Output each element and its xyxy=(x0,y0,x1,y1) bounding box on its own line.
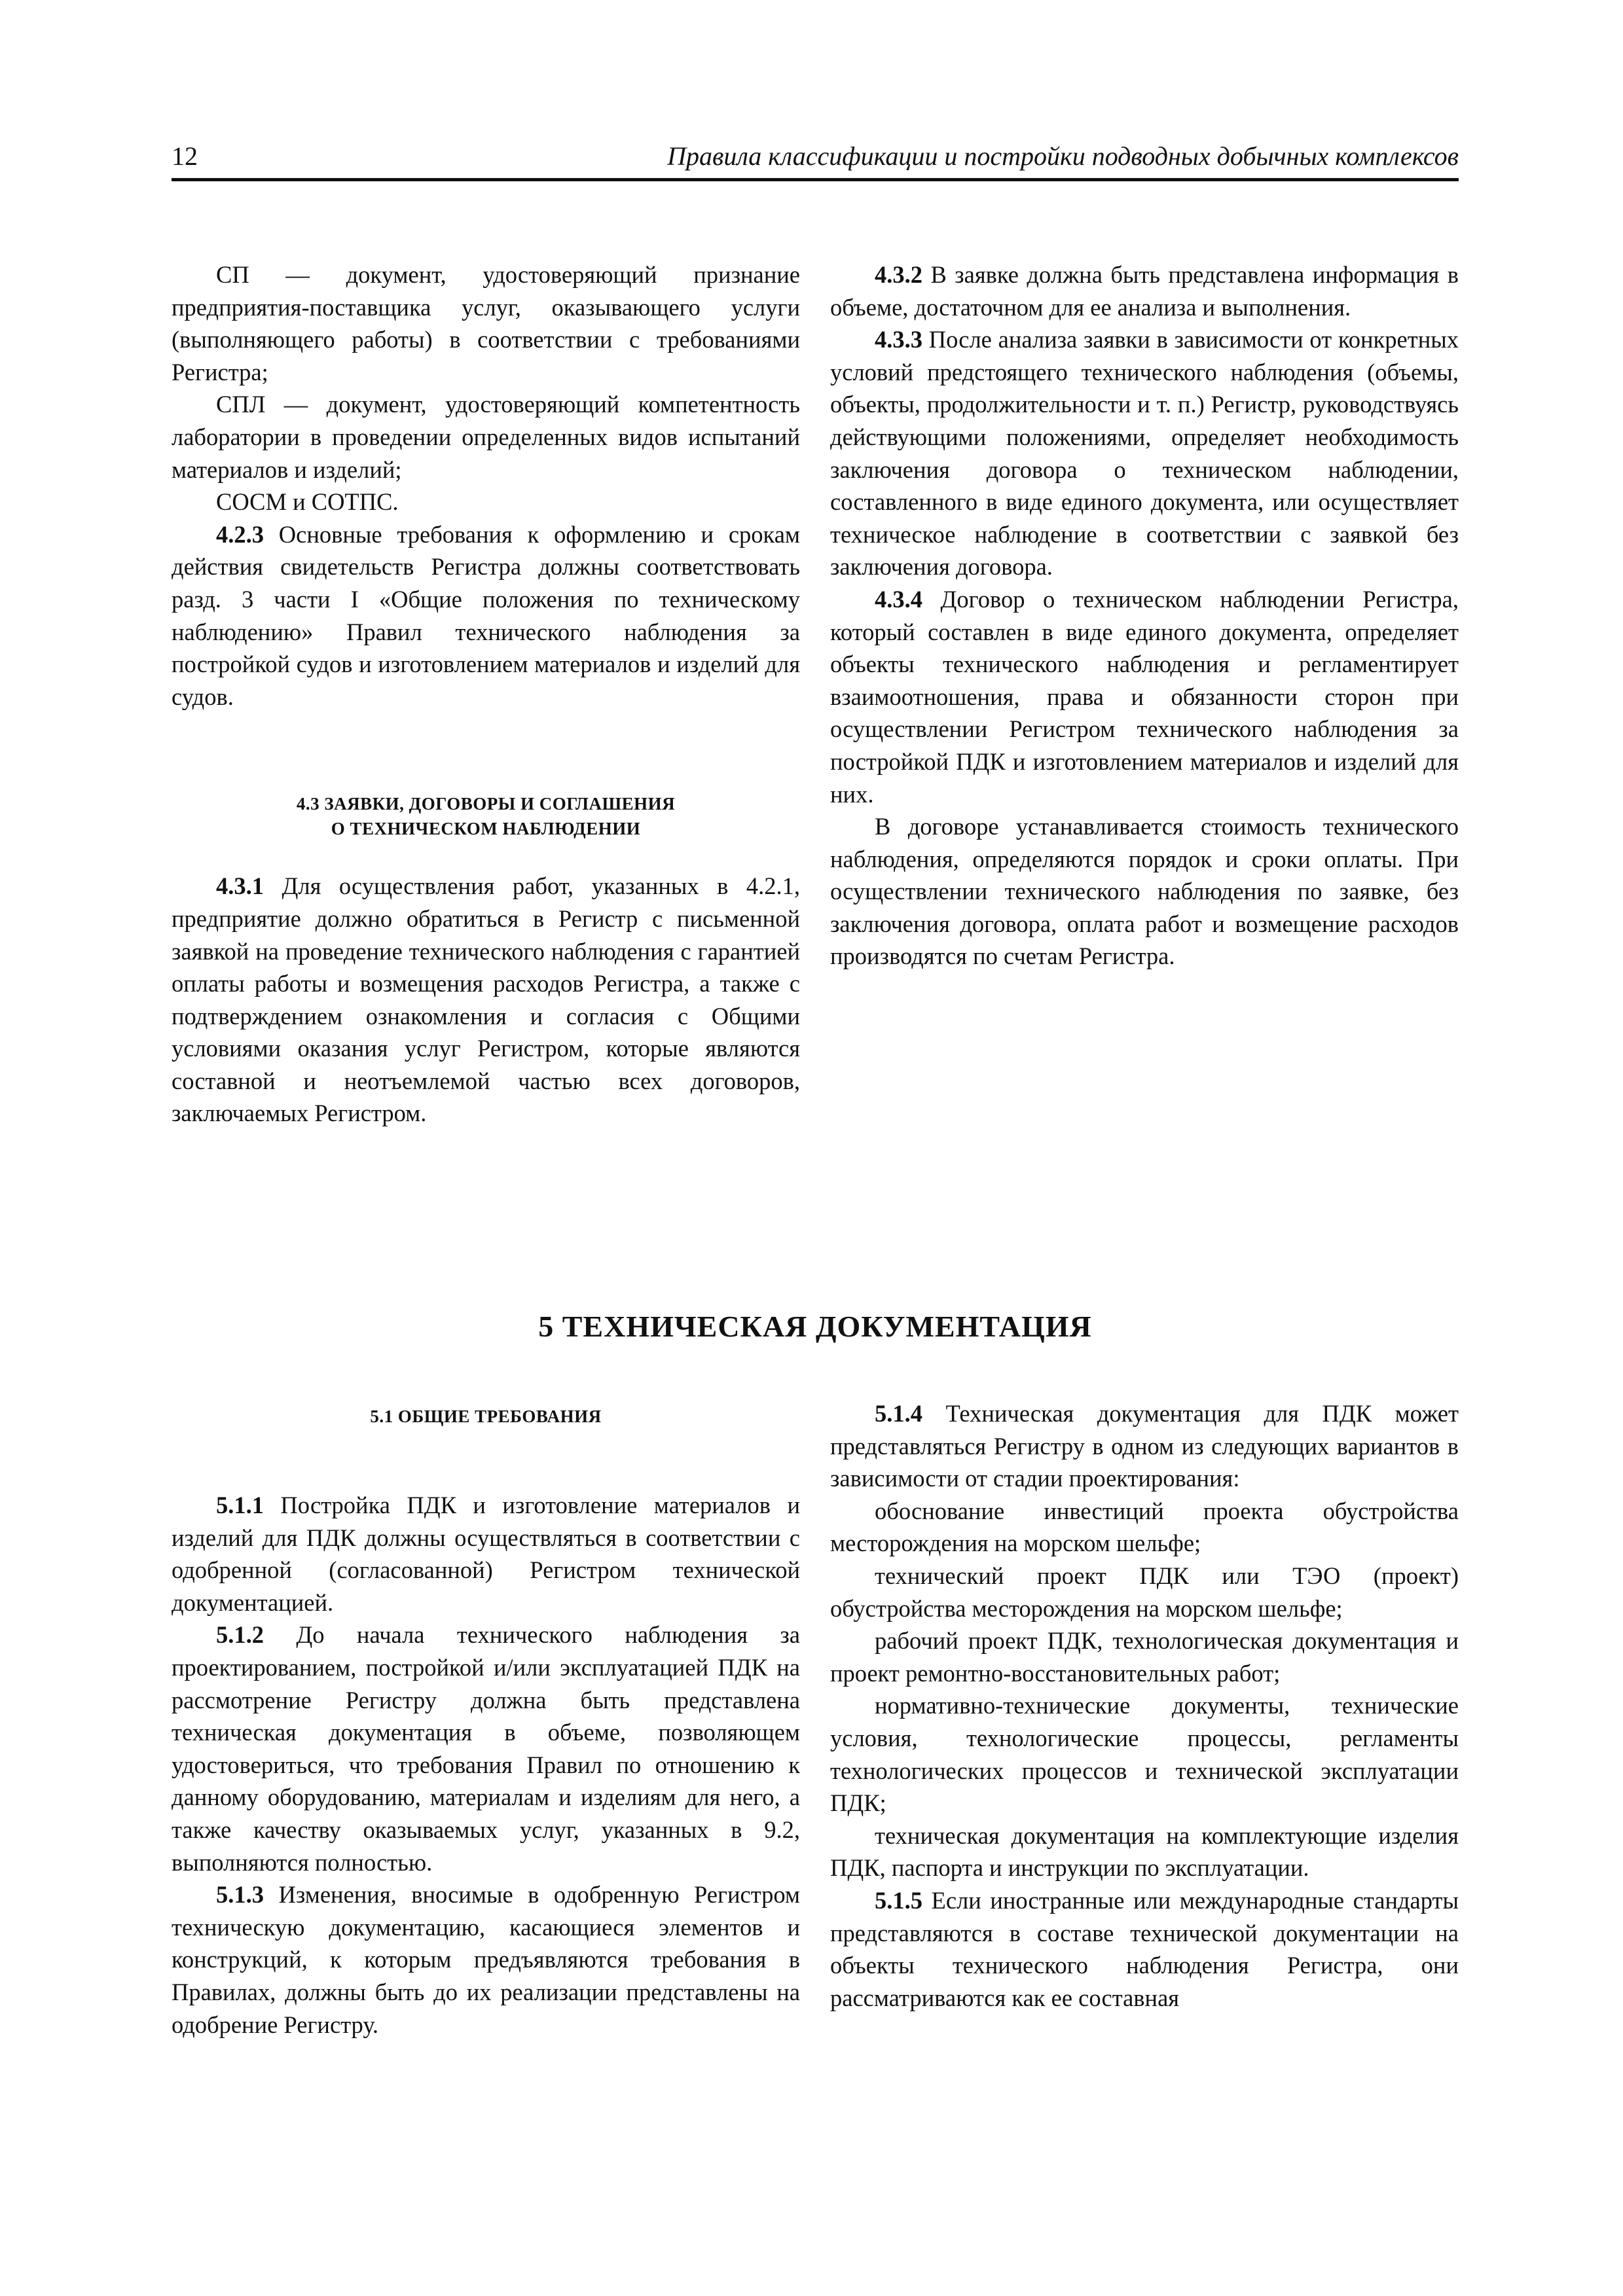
paragraph-4-2-3 xyxy=(172,518,800,713)
paragraph-5-1-4 xyxy=(830,1397,1459,1495)
paragraph-sosm: СОСМ и СОТПС. xyxy=(216,488,399,516)
list-item: технический проект ПДК или ТЭО (проект) обустройства месторождения на морском шельфе; xyxy=(830,1562,1459,1622)
clause-number: 4.3.1 xyxy=(216,872,264,900)
clause-number: 5.1.1 xyxy=(216,1492,264,1518)
clause-number: 4.3.3 xyxy=(875,326,922,353)
paragraph-sp: СП — документ, удостоверяющий признание предприятия-поставщика услуг, оказывающего услуги (выполняющего работы) в соответствии с требованиями Регистра; xyxy=(172,261,800,386)
paragraph-4-3-2 xyxy=(830,259,1459,323)
clause-text: Основные требования к оформлению и срокам действия свидетельств Регистра должны соответствовать разд. 3 части I «Общие положения по техническому наблюдению» Правил технического наблюдения за постройкой судов и изготовлением материалов и изделий для судов. xyxy=(172,520,800,710)
clause-text: Техническая документация для ПДК может представляться Регистру в одном из следующих вариантов в зависимости от стадии проектирования: xyxy=(830,1400,1459,1492)
clause-text: Для осуществления работ, указанных в 4.2.1, предприятие должно обратиться в Регистр с письменной заявкой на проведение технического наблюдения с гарантией оплаты работы и возмещения расходов Регистра, а также с подтверждением ознакомления и согласия с Общими условиями оказания услуг Регистром, которые являются составной и неотъемлемой частью всех договоров, заключаемых Регистром. xyxy=(172,872,800,1127)
paragraph-4-3-3 xyxy=(830,323,1459,583)
clause-text: Изменения, вносимые в одобренную Регистром техническую документацию, касающиеся элементов и конструкций, к которым предъявляются требования в Правилах, должны быть до их реализации представлены на одобрение Регистру. xyxy=(172,1881,800,2038)
paragraph-5-1-3 xyxy=(172,1878,800,2041)
running-title: Правила классификации и постройки подводных добычных комплексов xyxy=(667,141,1459,171)
right-column-top xyxy=(830,259,1459,973)
clause-text: Договор о техническом наблюдении Регистра, который составлен в виде единого документа, определяет объекты технического наблюдения и регламентирует взаимоотношения, права и обязанности сторон при осуществлении Регистром технического наблюдения за постройкой ПДК и изготовлением материалов и изделий для них. xyxy=(830,585,1459,808)
list-item: техническая документация на комплектующие изделия ПДК, паспорта и инструкции по эксплуатации. xyxy=(830,1821,1459,1882)
paragraph-contract-cost: В договоре устанавливается стоимость технического наблюдения, определяются порядок и сроки оплаты. При осуществлении технического наблюдения по заявке, без заключения договора, оплата работ и возмещение расходов производятся по счетам Регистра. xyxy=(830,813,1459,970)
clause-text: Если иностранные или международные стандарты представляются в составе технической документации на объекты технического наблюдения Регистра, они рассматриваются как ее составная xyxy=(830,1886,1459,2011)
clause-text: Постройка ПДК и изготовление материалов и изделий для ПДК должны осуществляться в соответствии с одобренной (согласованной) Регистром технической документацией. xyxy=(172,1492,800,1616)
chapter-title: 5 ТЕХНИЧЕСКАЯ ДОКУМЕНТАЦИЯ xyxy=(538,1310,1092,1343)
left-column-bottom xyxy=(172,1404,800,2041)
right-column-bottom xyxy=(830,1397,1459,2014)
paragraph-5-1-1 xyxy=(172,1489,800,1619)
list-item: рабочий проект ПДК, технологическая документация и проект ремонтно-восстановительных работ; xyxy=(830,1627,1459,1687)
list-item: нормативно-технические документы, технические условия, технологические процессы, регламенты технологических процессов и технической эксплуатации ПДК; xyxy=(830,1692,1459,1817)
section-heading-5-1: 5.1 ОБЩИЕ ТРЕБОВАНИЯ xyxy=(370,1407,602,1426)
section-heading-line: 4.3 ЗАЯВКИ, ДОГОВОРЫ И СОГЛАШЕНИЯ xyxy=(296,794,676,814)
page-number: 12 xyxy=(172,141,198,171)
clause-number: 4.3.2 xyxy=(875,261,922,288)
clause-text: После анализа заявки в зависимости от конкретных условий предстоящего технического наблюдения (объемы, объекты, продолжительности и т. п.) Регистр, руководствуясь действующими положениями, определяет необходимость заключения договора о техническом наблюдении, составленного в виде единого документа, или осуществляет техническое наблюдение в соответствии с заявкой без заключения договора. xyxy=(830,326,1459,581)
clause-number: 5.1.5 xyxy=(875,1886,922,1914)
paragraph-5-1-5 xyxy=(830,1884,1459,2014)
paragraph-5-1-2 xyxy=(172,1619,800,1878)
clause-number: 4.2.3 xyxy=(216,520,264,548)
section-heading-line: О ТЕХНИЧЕСКОМ НАБЛЮДЕНИИ xyxy=(331,819,641,839)
clause-text: До начала технического наблюдения за проектированием, постройкой и/или эксплуатацией ПДК на рассмотрение Регистру должна быть представлена техническая документация в объеме, позволяющем удостовериться, что требования Правил по отношению к данному оборудованию, материалам и изделиям для него, а также качеству оказываемых услуг, указанных в 9.2, выполняются полностью. xyxy=(172,1621,800,1876)
clause-number: 5.1.4 xyxy=(875,1400,922,1427)
paragraph-4-3-4 xyxy=(830,583,1459,810)
paragraph-4-3-1 xyxy=(172,870,800,1130)
clause-text: В заявке должна быть представлена информация в объеме, достаточном для ее анализа и выполнения. xyxy=(830,261,1459,321)
paragraph-spl: СПЛ — документ, удостоверяющий компетентность лаборатории в проведении определенных видов испытаний материалов и изделий; xyxy=(172,391,800,483)
left-column-top xyxy=(172,259,800,1130)
page-header xyxy=(172,139,1459,181)
clause-number: 5.1.3 xyxy=(216,1881,264,1909)
clause-number: 5.1.2 xyxy=(216,1621,264,1649)
section-heading-4-3 xyxy=(172,791,800,841)
list-item: обоснование инвестиций проекта обустройства месторождения на морском шельфе; xyxy=(830,1497,1459,1557)
clause-number: 4.3.4 xyxy=(875,585,922,613)
